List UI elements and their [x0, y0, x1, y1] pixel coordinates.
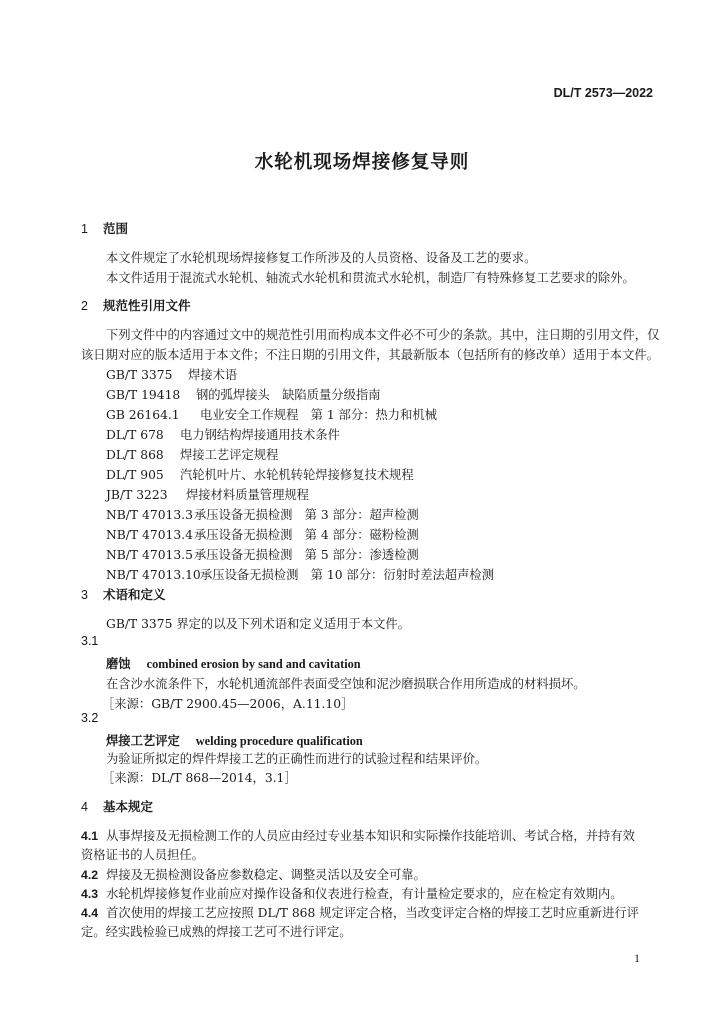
clause-text: 水轮机焊接修复作业前应对操作设备和仪表进行检查，有计量检定要求的，应在检定有效期内。 [106, 887, 623, 901]
reference-code: DL/T 868 [106, 448, 164, 462]
term-english: combined erosion by sand and cavitation [146, 657, 361, 671]
paragraph: 本文件规定了水轮机现场焊接修复工作所涉及的人员资格、设备及工艺的要求。 [106, 251, 537, 265]
section-title: 基本规定 [103, 799, 154, 814]
reference-code: DL/T 678 [106, 428, 164, 442]
term-heading [106, 654, 361, 672]
clause-text: 从事焊接及无损检测工作的人员应由经过专业基本知识和实际操作技能培训、考试合格，并持有效 [106, 829, 635, 843]
section-heading-scope [81, 219, 128, 237]
paragraph: GB/T 3375 界定的以及下列术语和定义适用于本文件。 [106, 617, 410, 631]
term-chinese: 磨蚀 [106, 657, 131, 671]
reference-code: JB/T 3223 [106, 488, 168, 502]
section-title: 术语和定义 [103, 587, 166, 602]
reference-code: NB/T 47013.5 [106, 548, 193, 562]
document-title: 水轮机现场焊接修复导则 [254, 152, 470, 173]
clause-continuation: 定。经实践检验已成熟的焊接工艺可不进行评定。 [81, 925, 352, 939]
reference-code: GB 26164.1 [106, 408, 180, 422]
reference-title: 电力钢结构焊接通用技术条件 [180, 428, 340, 442]
clause-text: 首次使用的焊接工艺应按照 DL/T 868 规定评定合格，当改变评定合格的焊接工艺时应重新进行评 [106, 906, 639, 920]
reference-code: GB/T 19418 [106, 388, 181, 402]
page-number: 1 [634, 951, 640, 965]
clause-text: 焊接及无损检测设备应参数稳定、调整灵活以及安全可靠。 [106, 868, 426, 882]
reference-item [106, 485, 309, 503]
term-english: welding procedure qualification [195, 734, 363, 748]
term-source: ［来源：GB/T 2900.45—2006，A.11.10］ [102, 697, 354, 711]
clause [81, 865, 426, 883]
section-title: 规范性引用文件 [103, 298, 191, 313]
reference-title: 焊接工艺评定规程 [180, 448, 279, 462]
reference-item [106, 405, 437, 423]
paragraph: 该日期对应的版本适用于本文件；不注日期的引用文件，其最新版本（包括所有的修改单）适用于本文件。 [81, 348, 659, 362]
reference-item [106, 525, 419, 543]
reference-code: NB/T 47013.10 [106, 568, 201, 582]
reference-item [106, 445, 278, 463]
clause-number: 4.2 [81, 868, 99, 882]
reference-title: 焊接材料质量管理规程 [186, 488, 309, 502]
standard-number: DL/T 2573—2022 [553, 86, 653, 100]
reference-item [106, 425, 340, 443]
term-source: ［来源：DL/T 868—2014，3.1］ [102, 771, 297, 785]
clause [81, 826, 635, 844]
term-definition: 为验证所拟定的焊件焊接工艺的正确性而进行的试验过程和结果评价。 [106, 752, 488, 766]
paragraph: 本文件适用于混流式水轮机、轴流式水轮机和贯流式水轮机，制造厂有特殊修复工艺要求的除外。 [106, 271, 635, 285]
term-chinese: 焊接工艺评定 [106, 734, 180, 748]
reference-code: DL/T 905 [106, 468, 164, 482]
term-definition: 在含沙水流条件下，水轮机通流部件表面受空蚀和泥沙磨损联合作用所造成的材料损坏。 [106, 677, 586, 691]
section-number: 3 [81, 588, 88, 602]
term-heading [106, 731, 363, 749]
term-number: 3.2 [81, 711, 99, 725]
section-number: 1 [81, 222, 88, 236]
reference-code: NB/T 47013.4 [106, 528, 193, 542]
section-title: 范围 [103, 221, 129, 236]
reference-code: NB/T 47013.3 [106, 508, 193, 522]
reference-title: 汽轮机叶片、水轮机转轮焊接修复技术规程 [180, 468, 414, 482]
reference-code: GB/T 3375 [106, 368, 173, 382]
reference-item [106, 365, 237, 383]
section-number: 4 [81, 800, 88, 814]
reference-title: 电业安全工作规程 第 1 部分：热力和机械 [200, 408, 437, 422]
clause-number: 4.1 [81, 829, 99, 843]
reference-title: 承压设备无损检测 第 3 部分：超声检测 [194, 508, 419, 522]
section-heading-normative-references [81, 296, 191, 314]
reference-title: 钢的弧焊接头 缺陷质量分级指南 [196, 388, 381, 402]
section-heading-terms [81, 585, 166, 603]
section-heading-basic-provisions [81, 797, 153, 815]
reference-title: 焊接术语 [188, 368, 238, 382]
reference-title: 承压设备无损检测 第 4 部分：磁粉检测 [194, 528, 419, 542]
reference-item [106, 565, 494, 583]
clause-number: 4.3 [81, 887, 99, 901]
clause-number: 4.4 [81, 906, 99, 920]
reference-title: 承压设备无损检测 第 5 部分：渗透检测 [194, 548, 419, 562]
clause-continuation: 资格证书的人员担任。 [81, 848, 204, 862]
reference-item [106, 505, 419, 523]
term-number: 3.1 [81, 634, 99, 648]
clause [81, 903, 639, 921]
reference-item [106, 465, 414, 483]
paragraph: 下列文件中的内容通过文中的规范性引用而构成本文件必不可少的条款。其中，注日期的引用文件，仅 [106, 328, 660, 342]
reference-title: 承压设备无损检测 第 10 部分：衍射时差法超声检测 [200, 568, 494, 582]
clause [81, 884, 623, 902]
reference-item [106, 545, 419, 563]
reference-item [106, 385, 380, 403]
section-number: 2 [81, 299, 88, 313]
